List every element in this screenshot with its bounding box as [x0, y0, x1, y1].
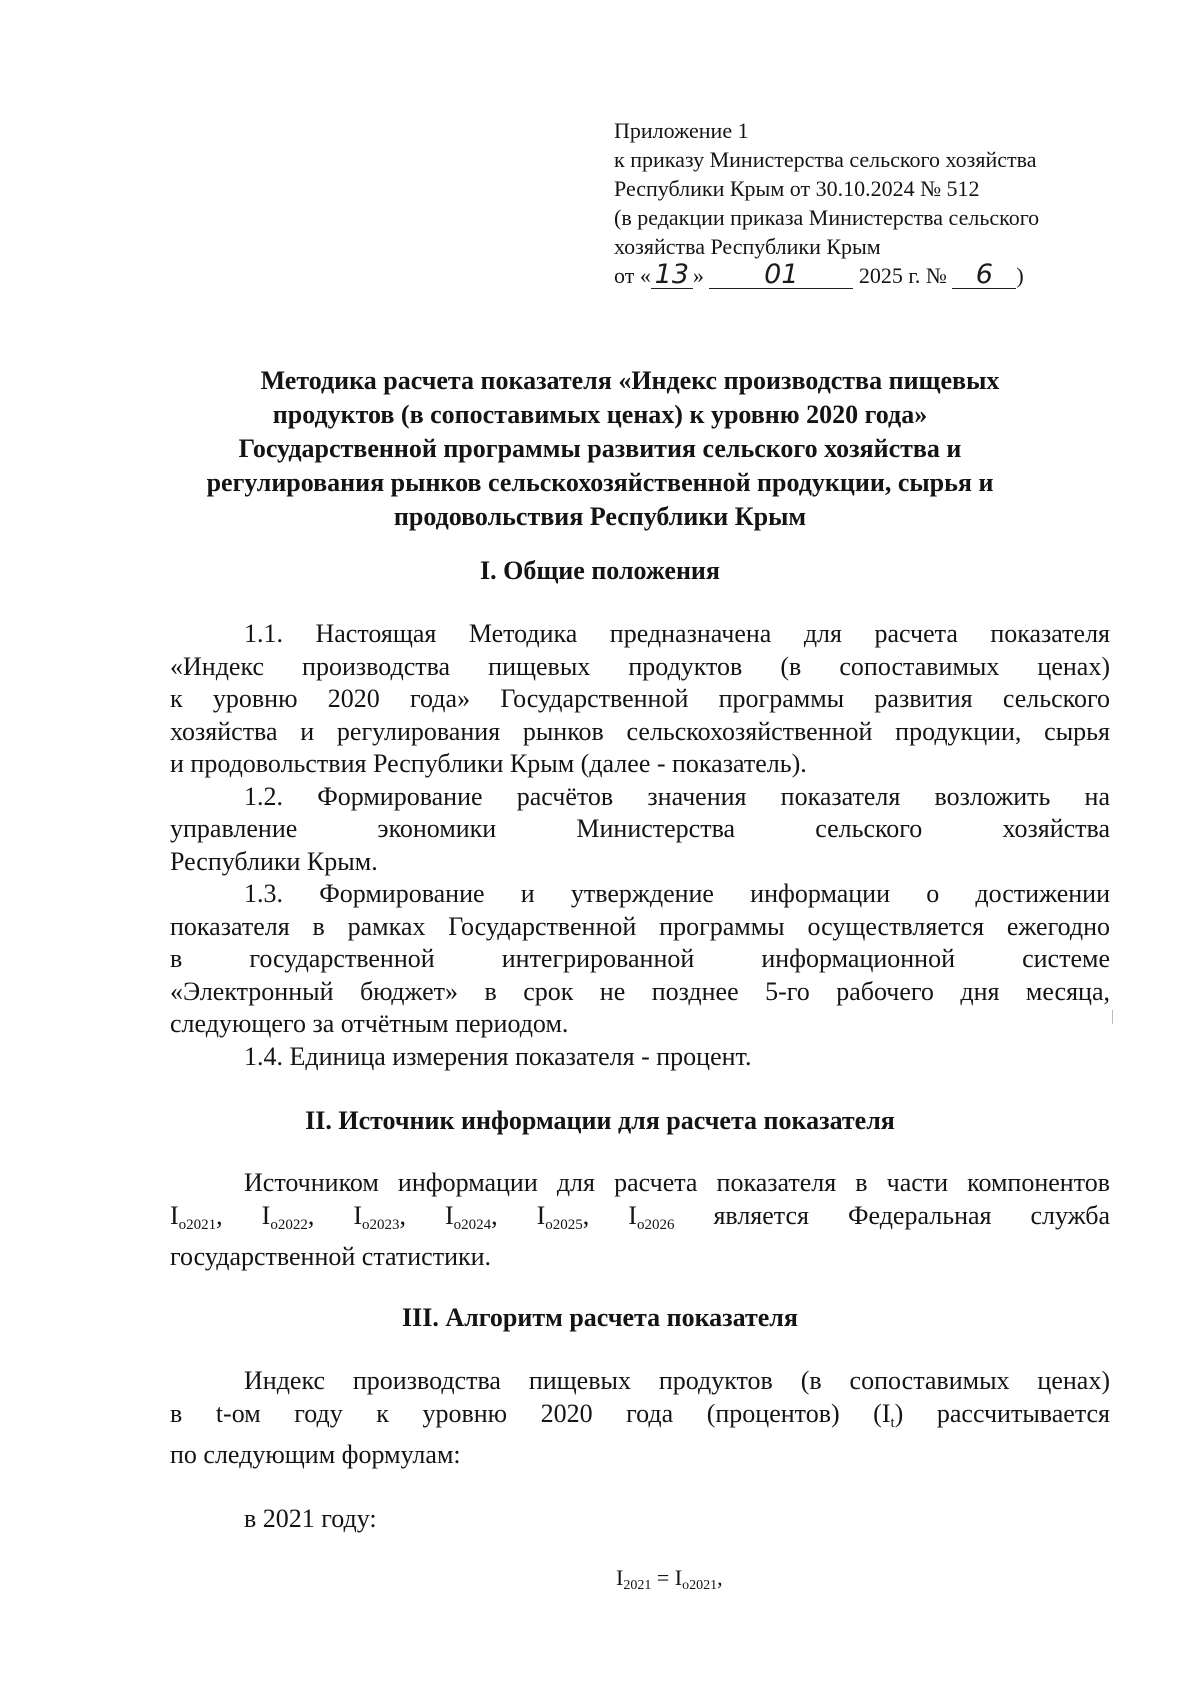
- date-month-handwritten: 01: [764, 259, 799, 290]
- component-index: $I_{o2026}$: [628, 1200, 675, 1233]
- paragraph-line: в t-ом году к уровню 2020 года (процентов) $(I_t)$ рассчитывается: [170, 1398, 1110, 1431]
- paragraph-line: «Индекс производства пищевых продуктов (в сопоставимых ценах): [170, 651, 1110, 681]
- paragraph-line: к уровню 2020 года» Государственной программы развития сельского: [170, 684, 1110, 713]
- scan-mark: [1112, 1010, 1113, 1024]
- title-line: Методика расчета показателя «Индекс производства пищевых: [260, 366, 1000, 395]
- year-label: в 2021 году:: [244, 1504, 377, 1533]
- component-index: $I_{o2022}$,: [261, 1200, 315, 1233]
- paragraph-line: и продовольствия Республики Крым (далее - показатель).: [170, 749, 807, 778]
- paragraph-line: «Электронный бюджет» в срок не позднее 5-го рабочего дня месяца,: [170, 976, 1110, 1006]
- component-index: $I_{o2021}$,: [170, 1200, 223, 1233]
- component-index: $I_{o2025}$,: [536, 1200, 590, 1233]
- title-line: продовольствия Республики Крым: [393, 502, 807, 531]
- year-label-block: [170, 1503, 1110, 1536]
- paragraph-line: 1.2. Формирование расчётов значения показателя возложить на: [244, 781, 1110, 811]
- paragraph-line: государственной статистики.: [170, 1242, 492, 1271]
- paragraph-line: по следующим формулам:: [170, 1440, 461, 1469]
- paragraph-line: следующего за отчётным периодом.: [170, 1009, 569, 1038]
- annex-line: Приложение 1: [614, 118, 749, 143]
- section-heading: III. Алгоритм расчета показателя: [402, 1303, 798, 1332]
- title-line: Государственной программы развития сельского хозяйства и: [238, 434, 962, 463]
- section-heading: II. Источник информации для расчета показателя: [305, 1106, 895, 1135]
- order-number-field: [952, 259, 1016, 290]
- order-number-handwritten: 6: [975, 259, 993, 290]
- paragraph-line: показателя в рамках Государственной программы осуществляется ежегодно: [170, 911, 1110, 941]
- annex-line: хозяйства Республики Крым: [614, 234, 881, 259]
- date-day-handwritten: 13: [654, 259, 689, 290]
- document-title: [150, 364, 1050, 534]
- paragraph-line: Республики Крым.: [170, 846, 378, 876]
- section-2-body: [170, 1167, 1110, 1274]
- date-day-field: [651, 259, 693, 290]
- date-close: ): [1016, 263, 1024, 288]
- title-line: продуктов (в сопоставимых ценах) к уровню 2020 года»: [272, 400, 928, 429]
- section-3-body: [170, 1365, 1110, 1472]
- paragraph-line: 1.1. Настоящая Методика предназначена для расчета показателя: [244, 619, 1110, 648]
- title-line: регулирования рынков сельскохозяйственной продукции, сырья и: [206, 468, 994, 497]
- section-1-body: [170, 618, 1110, 1073]
- paragraph-line: хозяйства и регулирования рынков сельскохозяйственной продукции, сырья: [170, 716, 1110, 746]
- component-index: $I_{o2023}$,: [353, 1200, 406, 1233]
- components-line-rest: является Федеральная служба: [713, 1200, 1111, 1230]
- component-index: $I_{o2024}$,: [444, 1200, 498, 1233]
- date-prefix: от «: [614, 263, 651, 288]
- annex-block: [614, 116, 1174, 290]
- paragraph-line: 1.3. Формирование и утверждение информации о достижении: [244, 879, 1110, 908]
- paragraph-line: Источником информации для расчета показателя в части компонентов: [244, 1168, 1110, 1197]
- date-month-field: [709, 259, 853, 290]
- date-mid: »: [692, 263, 704, 288]
- annex-date-line: [614, 261, 1174, 290]
- annex-line: Республики Крым от 30.10.2024 № 512: [614, 176, 980, 201]
- components-line: [170, 1200, 1110, 1242]
- annex-line: к приказу Министерства сельского хозяйства: [614, 147, 1037, 172]
- section-heading: I. Общие положения: [480, 556, 720, 585]
- paragraph-line: 1.4. Единица измерения показателя - процент.: [244, 1041, 752, 1071]
- formula: $I_{2021} = I_{o2021}$,: [616, 1565, 723, 1593]
- annex-line: (в редакции приказа Министерства сельского: [614, 205, 1040, 230]
- date-year: 2025 г. №: [858, 263, 947, 288]
- paragraph-line: в государственной интегрированной информационной системе: [170, 944, 1110, 973]
- paragraph-line: Индекс производства пищевых продуктов (в сопоставимых ценах): [244, 1366, 1110, 1395]
- paragraph-line: управление экономики Министерства сельского хозяйства: [170, 814, 1110, 843]
